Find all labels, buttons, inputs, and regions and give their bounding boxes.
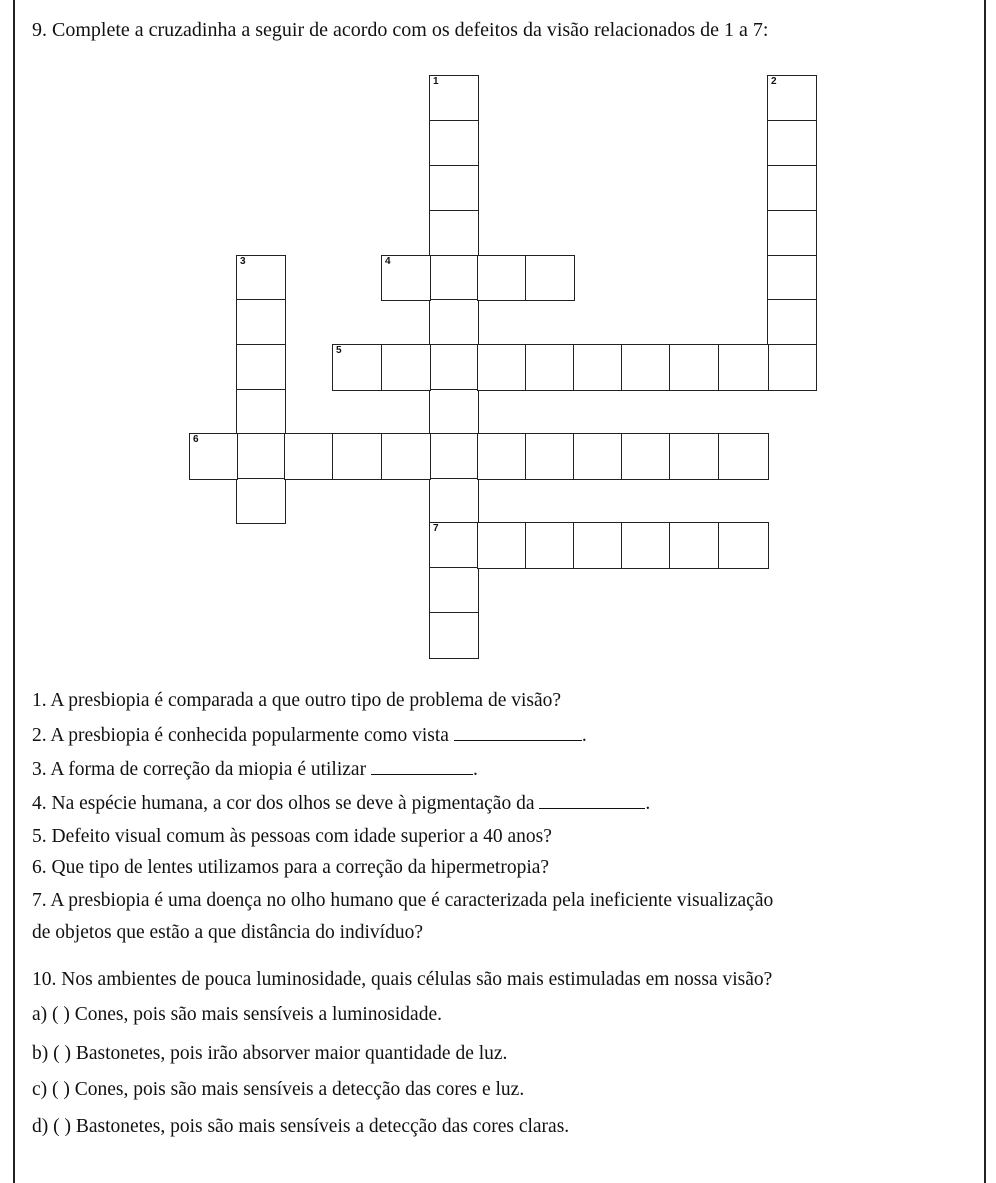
- clue-4-text: 4. Na espécie humana, a cor dos olhos se deve à pigmentação da: [32, 793, 540, 814]
- question-9-title: 9. Complete a cruzadinha a seguir de acordo com os defeitos da visão relacionados de 1 a 7:: [32, 19, 769, 41]
- crossword-cell[interactable]: [767, 75, 817, 122]
- clue-5: 5. Defeito visual comum às pessoas com idade superior a 40 anos?: [32, 826, 552, 847]
- clue-2-text: 2. A presbiopia é conhecida popularmente como vista: [32, 725, 454, 746]
- clue-number: 7: [433, 523, 439, 534]
- crossword-cell[interactable]: [332, 433, 383, 480]
- clue-number: 2: [771, 76, 777, 87]
- option-b[interactable]: b) ( ) Bastonetes, pois irão absorver maior quantidade de luz.: [32, 1043, 508, 1064]
- option-c[interactable]: c) ( ) Cones, pois são mais sensíveis a detecção das cores e luz.: [32, 1079, 525, 1100]
- crossword-cell[interactable]: [477, 344, 527, 391]
- crossword-cell[interactable]: [381, 344, 431, 391]
- crossword-cell[interactable]: [429, 255, 479, 301]
- clue-number: 5: [336, 345, 342, 356]
- crossword-cell[interactable]: [718, 522, 769, 569]
- crossword-cell[interactable]: [525, 344, 575, 391]
- crossword-cell[interactable]: [236, 299, 286, 346]
- crossword-cell[interactable]: [429, 75, 479, 122]
- crossword-cell[interactable]: [477, 522, 527, 569]
- option-d[interactable]: d) ( ) Bastonetes, pois são mais sensíveis a detecção das cores claras.: [32, 1116, 570, 1137]
- crossword-cell[interactable]: [381, 433, 431, 480]
- option-a[interactable]: a) ( ) Cones, pois são mais sensíveis a luminosidade.: [32, 1004, 442, 1025]
- crossword-cell[interactable]: [669, 433, 720, 480]
- crossword-cell[interactable]: [429, 478, 479, 524]
- clue-7: 7. A presbiopia é uma doença no olho humano que é caracterizada pela ineficiente visualização: [32, 890, 774, 911]
- crossword-cell[interactable]: [767, 344, 817, 391]
- question-10-title: 10. Nos ambientes de pouca luminosidade, quais células são mais estimuladas em nossa visão?: [32, 969, 773, 990]
- crossword-cell[interactable]: [767, 165, 817, 212]
- crossword-cell[interactable]: [189, 433, 238, 480]
- clue-4: [32, 792, 650, 816]
- crossword-cell[interactable]: [621, 433, 671, 480]
- crossword-cell[interactable]: [236, 478, 286, 524]
- crossword-cell[interactable]: [332, 344, 383, 391]
- clue-3-end: .: [472, 759, 478, 780]
- crossword-cell[interactable]: [429, 433, 479, 480]
- crossword-cell[interactable]: [669, 522, 720, 569]
- crossword-cell[interactable]: [573, 522, 623, 569]
- crossword-cell[interactable]: [236, 344, 286, 391]
- crossword-cell[interactable]: [429, 389, 479, 435]
- crossword-cell[interactable]: [429, 612, 479, 659]
- clue-3: [32, 758, 478, 782]
- clue-number: 1: [433, 76, 439, 87]
- clue-6: 6. Que tipo de lentes utilizamos para a correção da hipermetropia?: [32, 857, 550, 878]
- crossword-cell[interactable]: [767, 299, 817, 346]
- crossword-cell[interactable]: [621, 522, 671, 569]
- crossword-cell[interactable]: [573, 344, 623, 391]
- answer-blank[interactable]: [454, 724, 582, 741]
- clue-number: 6: [193, 434, 199, 445]
- crossword-cell[interactable]: [718, 344, 769, 391]
- crossword-cell[interactable]: [767, 255, 817, 301]
- answer-blank[interactable]: [371, 758, 473, 775]
- crossword-cell[interactable]: [236, 433, 286, 480]
- crossword-cell[interactable]: [236, 389, 286, 435]
- answer-blank[interactable]: [539, 792, 645, 809]
- crossword-cell[interactable]: [429, 299, 479, 346]
- crossword-cell[interactable]: [621, 344, 671, 391]
- clue-number: 3: [240, 256, 246, 267]
- crossword-cell[interactable]: [718, 433, 769, 480]
- crossword-cell[interactable]: [381, 255, 431, 301]
- clue-1: 1. A presbiopia é comparada a que outro tipo de problema de visão?: [32, 690, 562, 711]
- crossword-cell[interactable]: [477, 433, 527, 480]
- crossword-cell[interactable]: [525, 522, 575, 569]
- crossword-cell[interactable]: [429, 522, 479, 569]
- crossword-cell[interactable]: [477, 255, 527, 301]
- crossword-cell[interactable]: [429, 344, 479, 391]
- crossword-cell[interactable]: [669, 344, 720, 391]
- crossword-cell[interactable]: [767, 210, 817, 257]
- crossword-cell[interactable]: [525, 255, 575, 301]
- crossword-cell[interactable]: [429, 567, 479, 614]
- crossword-cell[interactable]: [284, 433, 334, 480]
- crossword-cell[interactable]: [573, 433, 623, 480]
- clue-7-continued: de objetos que estão a que distância do indivíduo?: [32, 922, 423, 943]
- crossword-cell[interactable]: [429, 120, 479, 167]
- clue-2: [32, 724, 587, 748]
- clue-2-end: .: [581, 725, 587, 746]
- crossword-cell[interactable]: [236, 255, 286, 301]
- crossword-cell[interactable]: [525, 433, 575, 480]
- crossword-cell[interactable]: [429, 165, 479, 212]
- crossword-cell[interactable]: [429, 210, 479, 257]
- clue-number: 4: [385, 256, 391, 267]
- clue-4-end: .: [645, 793, 651, 814]
- crossword-cell[interactable]: [767, 120, 817, 167]
- clue-3-text: 3. A forma de correção da miopia é utilizar: [32, 759, 371, 780]
